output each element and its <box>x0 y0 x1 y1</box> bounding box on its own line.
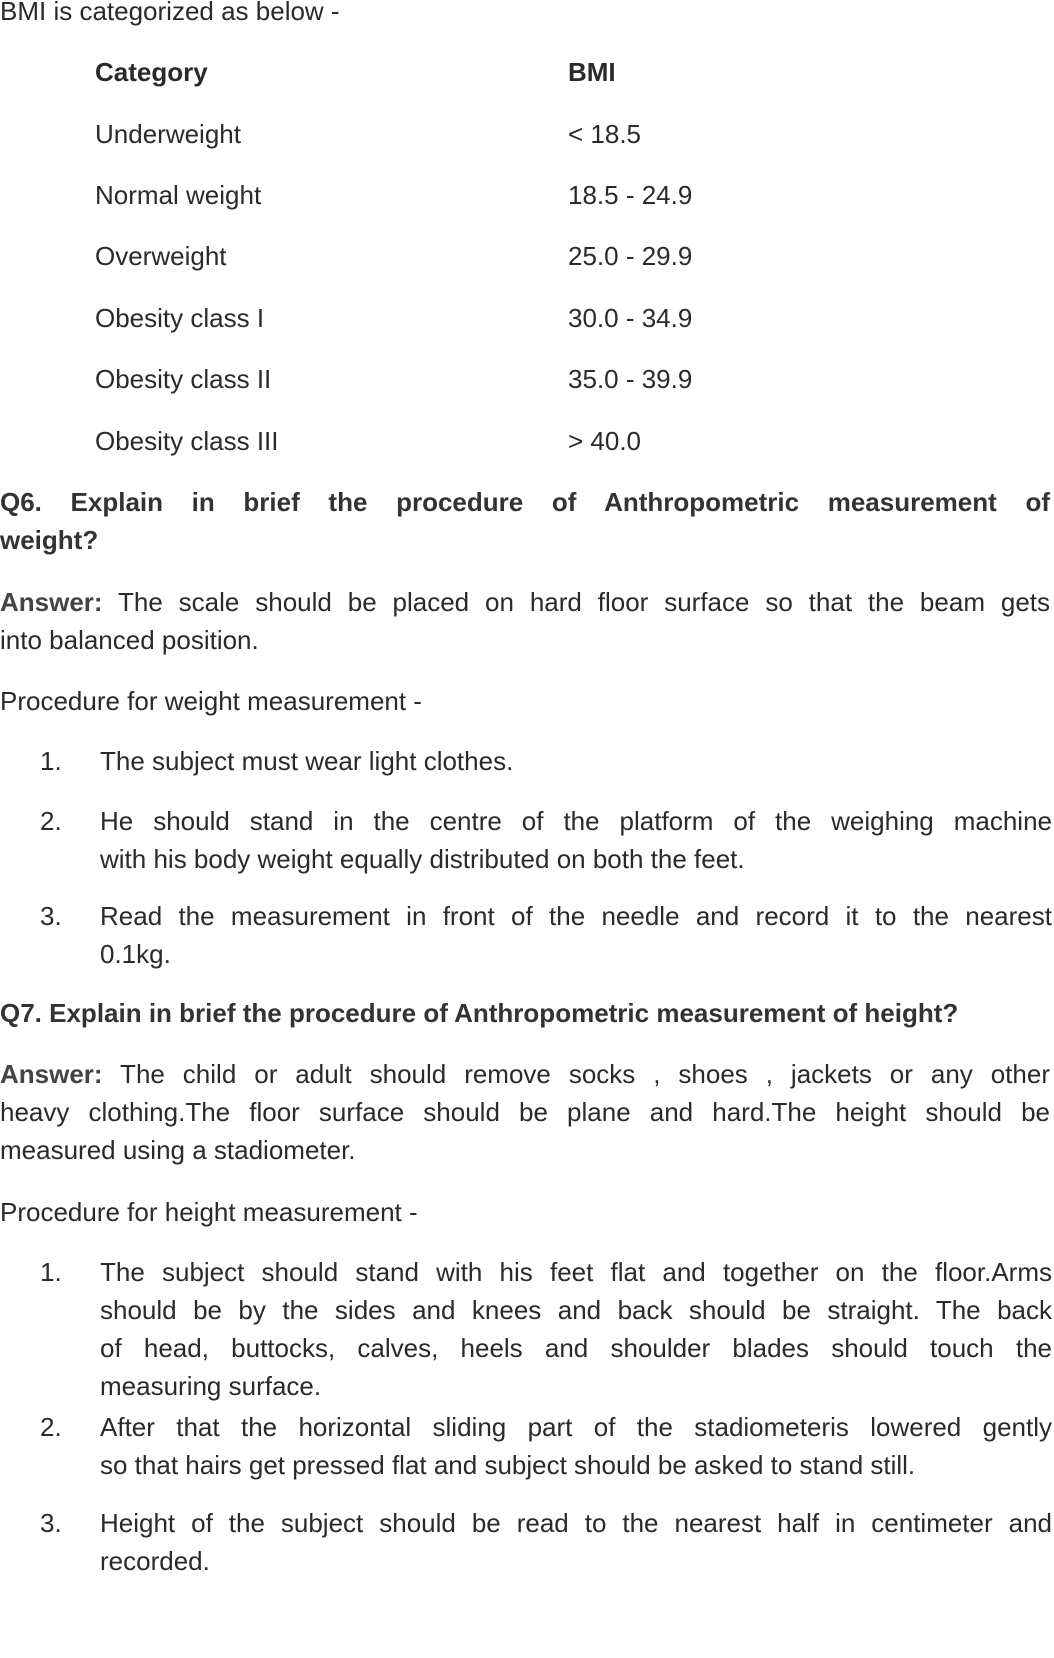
q6-answer-text: The scale should be placed on hard floor surface so that the beam gets <box>102 587 1050 617</box>
list-item <box>100 742 1052 780</box>
answer-label: Answer: <box>0 1059 103 1089</box>
table-row-bmi: 35.0 - 39.9 <box>568 364 693 394</box>
q7-procedure-title: Procedure for height measurement - <box>0 1197 418 1227</box>
list-item-text: of head, buttocks, calves, heels and shoulder blades should touch the <box>100 1333 1052 1363</box>
list-number: 2. <box>40 806 62 836</box>
table-row-bmi: 30.0 - 34.9 <box>568 303 693 333</box>
table-row-category: Obesity class I <box>95 303 265 333</box>
list-item <box>100 1408 1052 1484</box>
table-header-category: Category <box>95 57 208 87</box>
list-item-text: measuring surface. <box>100 1371 322 1401</box>
list-item-text: recorded. <box>100 1546 210 1576</box>
table-row-bmi: 18.5 - 24.9 <box>568 180 693 210</box>
q6-answer-cont: into balanced position. <box>0 625 259 655</box>
q7-answer-cont: heavy clothing.The floor surface should be plane and hard.The height should be <box>0 1097 1050 1127</box>
q6-title: Q6. Explain in brief the procedure of Anthropometric measurement of <box>0 487 1050 517</box>
q7-title: Q7. Explain in brief the procedure of Anthropometric measurement of height? <box>0 998 959 1028</box>
list-item-text: The subject must wear light clothes. <box>100 746 514 776</box>
list-item-text: The subject should stand with his feet flat and together on the floor.Arms <box>100 1257 1052 1287</box>
list-item-text: He should stand in the centre of the platform of the weighing machine <box>100 806 1052 836</box>
table-row-bmi: 25.0 - 29.9 <box>568 241 693 271</box>
list-number: 3. <box>40 1508 62 1538</box>
table-header-bmi: BMI <box>568 57 616 87</box>
q7-answer-text: The child or adult should remove socks , shoes , jackets or any other <box>102 1059 1050 1089</box>
table-row-category: Normal weight <box>95 180 262 210</box>
intro-text: BMI is categorized as below - <box>0 0 340 26</box>
list-number: 1. <box>40 746 62 776</box>
list-item-text: so that hairs get pressed flat and subject should be asked to stand still. <box>100 1450 916 1480</box>
q7-answer-cont: measured using a stadiometer. <box>0 1135 356 1165</box>
list-item-text: should be by the sides and knees and back should be straight. The back <box>100 1295 1052 1325</box>
table-row-category: Obesity class II <box>95 364 272 394</box>
list-item-text: 0.1kg. <box>100 939 171 969</box>
table-row-category: Overweight <box>95 241 227 271</box>
table-row-category: Obesity class III <box>95 426 279 456</box>
table-row-bmi: > 40.0 <box>568 426 642 456</box>
table-row-category: Underweight <box>95 119 241 149</box>
q6-answer <box>0 583 1050 621</box>
answer-label: Answer: <box>0 587 103 617</box>
list-item <box>100 1504 1052 1580</box>
q6-procedure-title: Procedure for weight measurement - <box>0 686 422 716</box>
table-row-bmi: < 18.5 <box>568 119 642 149</box>
list-item <box>100 802 1052 878</box>
q6-title-cont: weight? <box>0 525 99 555</box>
list-number: 1. <box>40 1257 62 1287</box>
list-item-text: Read the measurement in front of the needle and record it to the nearest <box>100 901 1052 931</box>
list-number: 3. <box>40 901 62 931</box>
list-item <box>100 897 1052 973</box>
list-item-text: with his body weight equally distributed on both the feet. <box>100 844 745 874</box>
list-item-text: After that the horizontal sliding part of the stadiometeris lowered gently <box>100 1412 1052 1442</box>
list-number: 2. <box>40 1412 62 1442</box>
q7-answer <box>0 1055 1050 1093</box>
list-item-text: Height of the subject should be read to the nearest half in centimeter and <box>100 1508 1052 1538</box>
list-item <box>100 1253 1052 1405</box>
